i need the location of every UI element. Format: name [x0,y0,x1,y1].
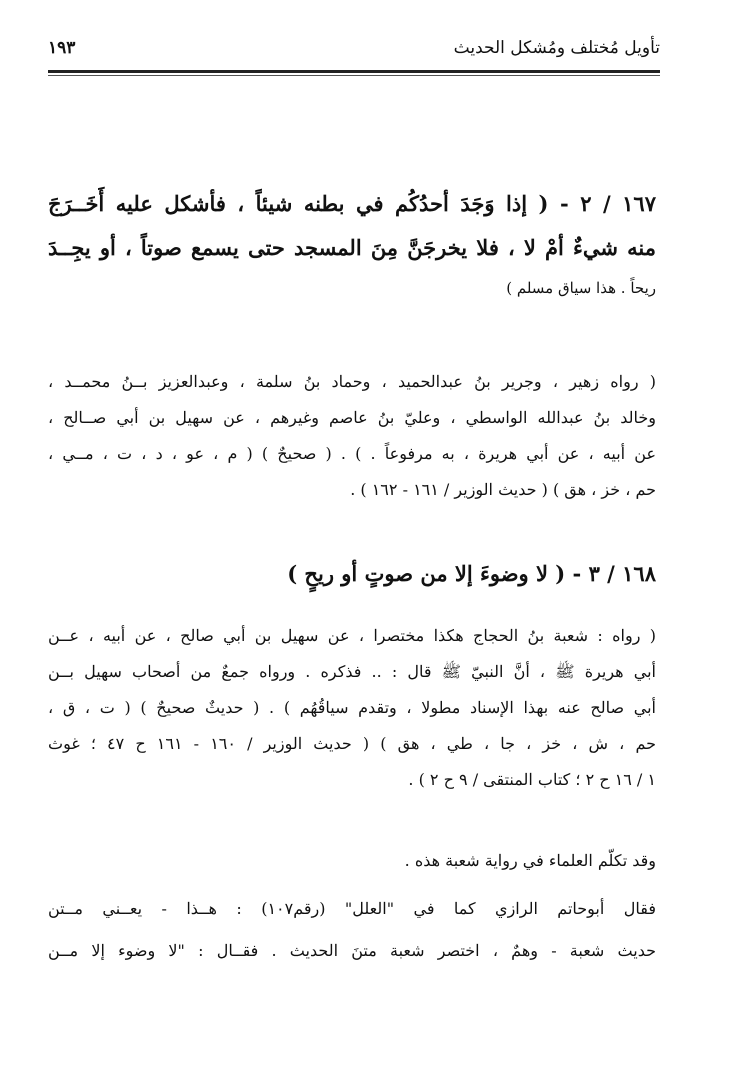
discussion [48,840,656,972]
takhrij-167-line-1: ( رواه زهير ، وجرير بنُ عبدالحميد ، وحماد بنُ سلمة ، وعبدالعزيز بــنُ محمــد ، [48,372,656,391]
takhrij-168 [48,618,656,798]
takhrij-168-line-1: ( رواه : شعبة بنُ الحجاج هكذا مختصرا ، عن سهيل بن أبي صالح ، عن أبيه ، عــن [48,626,656,645]
takhrij-167-line-3: عن أبيه ، عن أبي هريرة ، به مرفوعاً . ) . ( صحيحٌ ) ( م ، عو ، د ، ت ، مــي ، [48,444,656,463]
hadith-168-text: ١٦٨ / ٣ - ( لا وضوءَ إلا من صوتٍ أو ريحٍ ) [287,561,656,586]
takhrij-167-line-2: وخالد بنُ عبدالله الواسطي ، وعليّ بنُ عاصم وغيرهم ، عن سهيل بن أبي صــالح ، [48,408,656,427]
hadith-167-line-2: منه شيءٌ أمْ لا ، فلا يخرجَنَّ مِنَ المسجد حتى يسمع صوتاً ، أو يجِــدَ [48,235,656,260]
page-number: ١٩٣ [48,38,76,58]
discussion-intro: وقد تكلّم العلماء في رواية شعبة هذه . [404,851,656,870]
hadith-167 [48,182,656,306]
takhrij-167-line-4: حم ، خز ، هق ) ( حديث الوزير / ١٦١ - ١٦٢ ) . [350,480,656,499]
takhrij-168-line-4: حم ، ش ، خز ، جا ، طي ، هق ) ( حديث الوزير / ١٦٠ - ١٦١ ح ٤٧ ؛ غوث [48,734,656,753]
page-header [48,28,660,68]
hadith-167-line-1: ١٦٧ / ٢ - ( إذا وَجَدَ أحدُكُم في بطنه شيئاً ، فأشكل عليه أَخَــرَجَ [48,191,656,216]
takhrij-168-line-3: أبي صالح عنه بهذا الإسناد مطولا ، وتقدم سياقُهُم ) . ( حديثٌ صحيحٌ ) ( ت ، ق ، [48,698,656,717]
discussion-line-1: فقال أبوحاتم الرازي كما في "العلل" (رقم١٠٧) : هــذا - يعــني مــتن [48,899,656,918]
header-rule-thick [48,70,660,73]
discussion-line-2: حديث شعبة - وهمٌ ، اختصر شعبة متنَ الحديث . فقــال : "لا وضوء إلا مــن [48,941,656,960]
takhrij-167 [48,364,656,508]
hadith-168 [48,552,656,596]
header-rule-thin [48,75,660,76]
takhrij-168-line-5: ١ / ١٦ ح ٢ ؛ كتاب المنتقى / ٩ ح ٢ ) . [408,770,656,789]
running-title: تأويل مُختلف ومُشكل الحديث [453,38,660,58]
takhrij-168-line-2: أبي هريرة ﷺ ، أنَّ النبيّ ﷺ قال : .. فذكره . ورواه جمعٌ من أصحاب سهيل بــن [48,662,656,681]
hadith-167-tail: ريحاً . هذا سياق مسلم ) [506,279,656,297]
